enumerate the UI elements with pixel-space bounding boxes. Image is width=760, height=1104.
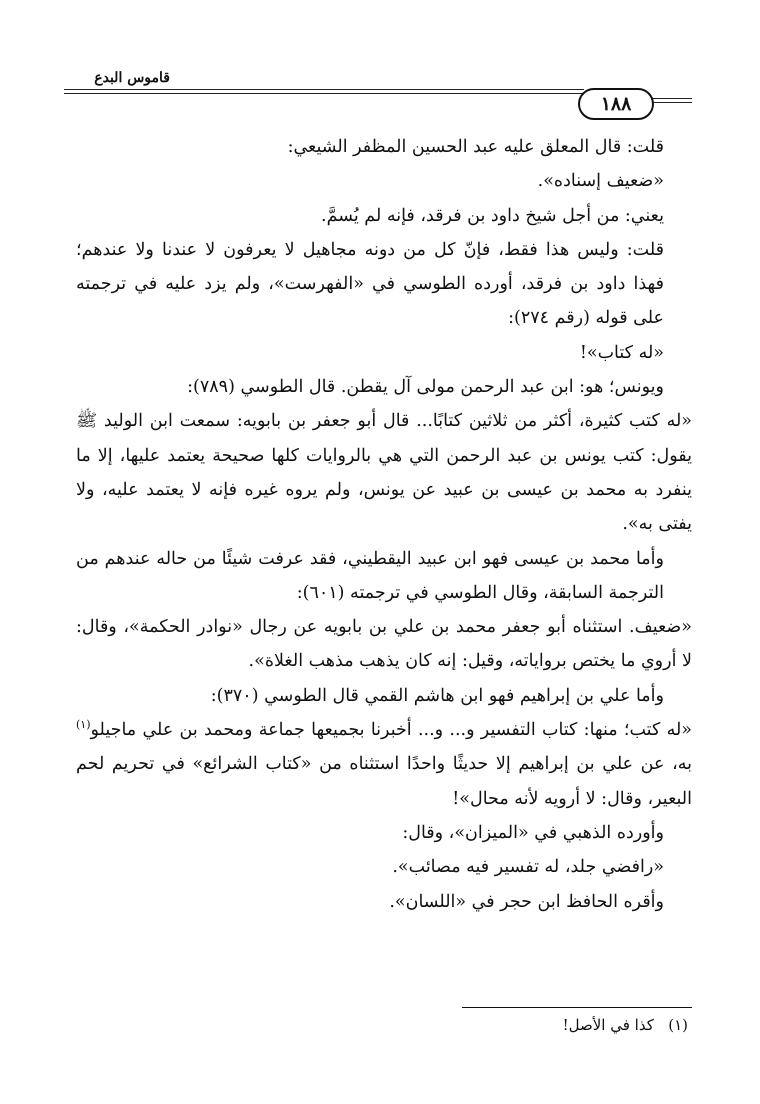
paragraph: «له كتاب»! [579, 342, 664, 363]
header-rule-right-2 [650, 102, 692, 103]
paragraph: يعني: من أجل شيخ داود بن فرقد، فإنه لم يُسمَّ. [321, 205, 664, 226]
paragraph: وأقره الحافظ ابن حجر في «اللسان». [389, 891, 664, 912]
footnote [563, 1016, 688, 1034]
paragraph: وأما محمد بن عيسى فهو ابن عبيد اليقطيني، فقد عرفت شيئًا من حاله عندهم من الترجمة السابقة، وقال الطوسي في ترجمته (٦٠١): [76, 548, 664, 603]
paragraph: قلت: وليس هذا فقط، فإنّ كل من دونه مجاهيل لا يعرفون لا عندنا ولا عندهم؛ فهذا داود بن فرقد، أورده الطوسي في «الفهرست»، ولم يزد عليه في ترجمته على قوله (رقم ٢٧٤): [76, 239, 664, 329]
paragraph: «رافضي جلد، له تفسير فيه مصائب». [392, 857, 664, 878]
paragraph: ويونس؛ هو: ابن عبد الرحمن مولى آل يقطن. قال الطوسي (٧٨٩): [187, 377, 664, 398]
header-rule-bottom [64, 93, 584, 94]
footnote-rule [462, 1007, 692, 1008]
footnote-marker: (١) [668, 1016, 688, 1034]
footnote-text: كذا في الأصل! [562, 1016, 654, 1034]
page-number-badge [578, 88, 654, 120]
header-rule-top [64, 89, 584, 90]
quote-part-2: به، عن علي بن إبراهيم إلا حديثًا واحدًا استثناه من «كتاب الشرائع» في تحريم لحم البعير، وقال: لا أرويه لأنه محال»! [76, 754, 692, 809]
paragraph: وأورده الذهبي في «الميزان»، وقال: [402, 822, 664, 843]
quote-paragraph: «له كتب كثيرة، أكثر من ثلاثين كتابًا... قال أبو جعفر بن بابويه: سمعت ابن الوليد ﷺ يقول: كتب يونس بن عبد الرحمن التي هي بالروايات كلها صحيحة يعتمد عليها، إلا ما ينفرد به محمد بن عيسى بن عبيد عن يونس، ولم يروه غيره فإنه لا يعتمد عليه، ولا يفتى به». [76, 411, 692, 535]
paragraph: «ضعيف إسناده». [537, 171, 664, 192]
paragraph: وأما علي بن إبراهيم فهو ابن هاشم القمي قال الطوسي (٣٧٠): [210, 685, 664, 706]
page-number: ١٨٨ [600, 93, 632, 115]
footnote-reference: (١) [76, 718, 91, 732]
header-rule-right [650, 98, 692, 99]
paragraph: قلت: قال المعلق عليه عبد الحسين المظفر الشيعي: [287, 137, 664, 157]
quote-paragraph: «ضعيف. استثناه أبو جعفر محمد بن علي بن بابويه عن رجال «نوادر الحكمة»، وقال: لا أروي ما يختص برواياته، وقيل: إنه كان يذهب مذهب الغلاة». [76, 617, 692, 672]
quote-part-1: «له كتب؛ منها: كتاب التفسير و... و... أخبرنا بجميعها جماعة ومحمد بن علي ماجيلو [90, 720, 692, 741]
body-text [76, 130, 692, 919]
running-header-title: قاموس البدع [94, 70, 170, 86]
quote-paragraph [76, 713, 692, 816]
